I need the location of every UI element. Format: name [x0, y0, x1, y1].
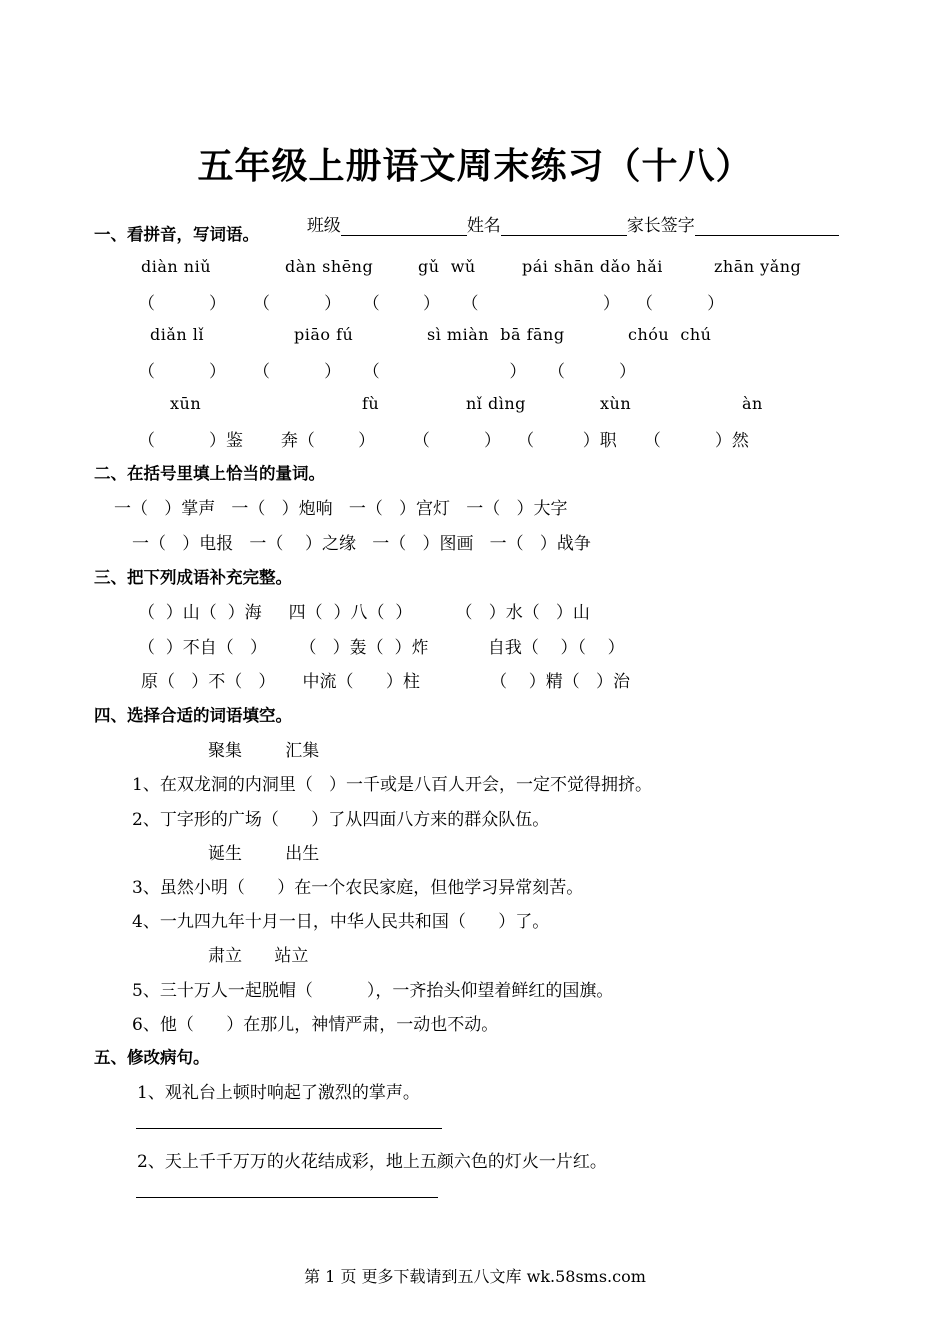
pinyin-item: fù — [362, 394, 380, 413]
answer-blanks-row[interactable]: （ ） （ ） （ ） （ ） （ ） — [138, 294, 725, 314]
section-5-heading: 五、修改病句。 — [94, 1048, 210, 1067]
word-choice-pair: 肃立 站立 — [208, 946, 309, 966]
sentence-question: 2、天上千千万万的火花结成彩，地上五颜六色的灯火一片红。 — [137, 1152, 607, 1172]
idiom-line[interactable]: （ ）山（ ）海 四（ ）八（ ） （ ）水（ ）山 — [138, 603, 590, 623]
name-field[interactable] — [501, 217, 627, 236]
answer-line[interactable] — [136, 1197, 438, 1198]
pinyin-item: xùn — [600, 394, 632, 413]
word-choice-pair: 聚集 汇集 — [208, 741, 320, 761]
pinyin-item: diǎn lǐ — [150, 325, 205, 344]
section-1-heading: 一、看拼音，写词语。 — [94, 225, 259, 244]
fill-question[interactable]: 2、丁字形的广场（ ）了从四面八方来的群众队伍。 — [132, 810, 550, 830]
pinyin-item: chóu chú — [628, 325, 712, 344]
idiom-line[interactable]: （ ）不自（ ） （ ）轰（ ）炸 自我（ ）（ ） — [138, 638, 625, 658]
section-3-heading: 三、把下列成语补充完整。 — [94, 568, 292, 587]
pinyin-item: gǔ wǔ — [418, 257, 476, 276]
section-2-heading: 二、在括号里填上恰当的量词。 — [94, 464, 325, 483]
pinyin-item: zhān yǎng — [714, 257, 802, 276]
fill-question[interactable]: 1、在双龙洞的内洞里（ ）一千或是八百人开会，一定不觉得拥挤。 — [132, 775, 653, 795]
parent-sign-field[interactable] — [695, 217, 839, 236]
pinyin-item: piāo fú — [294, 325, 354, 344]
answer-blanks-row[interactable]: （ ）鉴 奔（ ） （ ） （ ）职 （ ）然 — [138, 431, 749, 451]
answer-line[interactable] — [136, 1128, 442, 1129]
pinyin-item: diàn niǔ — [141, 257, 212, 276]
pinyin-item: nǐ dìng — [466, 394, 526, 413]
page-title: 五年级上册语文周末练习（十八） — [197, 146, 753, 187]
name-label: 姓名 — [466, 216, 501, 236]
pinyin-item: pái shān dǎo hǎi — [522, 257, 663, 276]
page-footer: 第 1 页 更多下载请到五八文库 wk.58sms.com — [304, 1267, 646, 1286]
pinyin-item: xūn — [170, 394, 202, 413]
measure-word-line[interactable]: 一（ ）掌声 一（ ）炮响 一（ ）宫灯 一（ ）大字 — [114, 499, 568, 519]
answer-blanks-row[interactable]: （ ） （ ） （ ） （ ） — [138, 362, 637, 382]
fill-question[interactable]: 3、虽然小明（ ）在一个农民家庭，但他学习异常刻苦。 — [132, 878, 584, 898]
parent-sign-label: 家长签字 — [626, 216, 695, 236]
measure-word-line[interactable]: 一（ ）电报 一（ ）之缘 一（ ）图画 一（ ）战争 — [132, 534, 591, 554]
sentence-question: 1、观礼台上顿时响起了激烈的掌声。 — [137, 1083, 420, 1103]
student-info-line — [296, 191, 839, 236]
pinyin-item: àn — [742, 394, 763, 413]
idiom-line[interactable]: 原（ ）不（ ） 中流（ ）柱 （ ）精（ ）治 — [141, 672, 630, 692]
section-4-heading: 四、选择合适的词语填空。 — [94, 706, 292, 725]
fill-question[interactable]: 5、三十万人一起脱帽（ ），一齐抬头仰望着鲜红的国旗。 — [132, 981, 614, 1001]
fill-question[interactable]: 6、他（ ）在那儿，神情严肃，一动也不动。 — [132, 1015, 499, 1035]
class-field[interactable] — [341, 217, 467, 236]
fill-question[interactable]: 4、一九四九年十月一日，中华人民共和国（ ）了。 — [132, 912, 550, 932]
pinyin-item: dàn shēng — [285, 257, 374, 276]
word-choice-pair: 诞生 出生 — [208, 844, 320, 864]
class-label: 班级 — [306, 216, 341, 236]
pinyin-item: sì miàn bā fāng — [427, 325, 565, 344]
